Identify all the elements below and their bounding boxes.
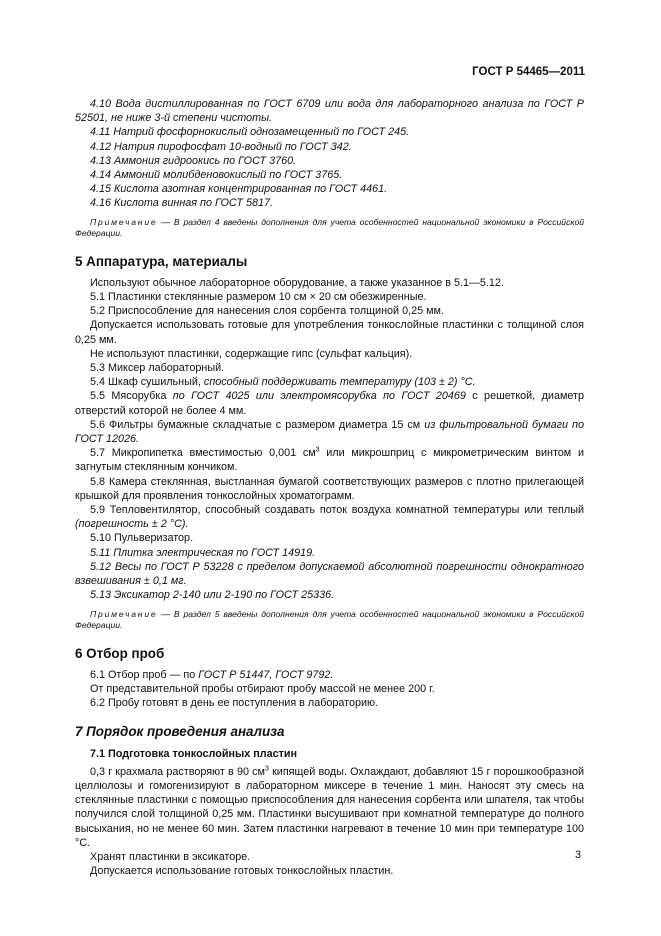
section-4-items — [75, 97, 584, 211]
item-5-8: 5.8 Камера стеклянная, выстланная бумагой соответствующих размеров с плотно прилегающей крышкой для проявления тонкослойных хроматограмм. — [75, 475, 584, 502]
item-5-9 — [75, 503, 584, 531]
item-5-11: 5.11 Плитка электрическая по ГОСТ 14919. — [90, 546, 316, 559]
item-6-1-italic: ГОСТ Р 51447, ГОСТ 9792. — [198, 668, 334, 681]
item-5-7-text: 5.7 Микропипетка вместимостью 0,001 см — [90, 447, 316, 460]
note-label: Примечание — [90, 216, 158, 227]
item-5-7-text-end: или микрошприц с микрометрическим винтом и загнутым стеклянным кончиком. — [75, 447, 584, 474]
item-5-4-italic: способный поддерживать температуру (103 ± 2) °С. — [203, 376, 476, 389]
item-5-2: 5.2 Приспособление для нанесения слоя сорбента толщиной 0,25 мм. — [90, 305, 444, 318]
item-5-9-text: 5.9 Тепловентилятор, способный создавать поток воздуха комнатной температуры или теплый — [90, 504, 584, 517]
para-sup: 3 — [264, 765, 269, 773]
para-text-end: кипящей воды. Охлаждают, добавляют 15 г порошкообразной целлюлозы и гомогенизируют в лабораторном миксере в течение 1 мин. Наносят эту смесь на стеклянные пластинки с помощью приспособления для нанесения сорбента или шпателя, так чтобы получился слой толщиной 0,25 мм. Пластинки высушивают при комнатной температуре до полного высыхания, но не менее 60 мин. Затем пластинки нагревают в течение 10 мин при температуре 100 °С. — [75, 765, 584, 849]
section-5-title: 5 Аппаратура, материалы — [75, 253, 248, 269]
item-4-10: 4.10 Вода дистиллированная по ГОСТ 6709 или вода для лабораторного анализа по ГОСТ Р 52501, не ниже 3-й степени чистоты. — [75, 98, 584, 125]
note-text: — В раздел 4 введены дополнения для учета особенностей национальной экономики в Российской Федерации. — [75, 216, 584, 239]
item-5-5-italic: по ГОСТ 4025 или электромясорубка по ГОСТ 20469 — [172, 390, 466, 403]
item-5-9-italic: (погрешность ± 2 °С). — [75, 518, 189, 531]
item-5-3: 5.3 Миксер лабораторный. — [90, 362, 225, 375]
page-number: 3 — [574, 849, 581, 861]
item-5-4-text: 5.4 Шкаф сушильный, — [90, 376, 204, 389]
item-4-13: 4.13 Аммония гидроокись по ГОСТ 3760. — [90, 154, 297, 167]
section-7-1-para-2: Хранят пластинки в эксикаторе. — [90, 850, 251, 863]
item-6-1 — [75, 668, 584, 682]
section-7-1-para-3: Допускается использование готовых тонкослойных пластин. — [90, 865, 394, 878]
item-5-7 — [75, 446, 584, 474]
item-5-1: 5.1 Пластинки стеклянные размером 10 см × 20 см обезжиренные. — [90, 291, 427, 304]
item-4-14: 4.14 Аммоний молибденовокислый по ГОСТ 3765. — [90, 169, 343, 182]
item-5-13: 5.13 Эксикатор 2-140 или 2-190 по ГОСТ 25336. — [90, 589, 335, 602]
item-5-6 — [75, 418, 584, 446]
subsection-7-1-title: 7.1 Подготовка тонкослойных пластин — [90, 747, 298, 760]
item-5-5-text: 5.5 Мясорубка — [90, 390, 173, 403]
item-5-6-italic: из фильтровальной бумаги по ГОСТ 12026. — [75, 418, 584, 446]
item-5-5-text-end: с решеткой, диаметр отверстий которой не более 4 мм. — [75, 390, 584, 417]
item-6-1-b: От представительной пробы отбирают пробу массой не менее 200 г. — [90, 682, 435, 695]
item-6-1-text: 6.1 Отбор проб — по — [90, 668, 199, 681]
note-section-4 — [75, 217, 584, 240]
item-5-2-note-b: Не используют пластинки, содержащие гипс (сульфат кальция). — [90, 347, 413, 360]
item-4-12: 4.12 Натрия пирофосфат 10-водный по ГОСТ 342. — [90, 140, 352, 153]
item-5-6-text: 5.6 Фильтры бумажные складчатые с размером диаметра 15 см — [90, 418, 425, 431]
section-7-1-para-1 — [75, 765, 584, 850]
item-5-4 — [75, 375, 584, 389]
item-6-2: 6.2 Пробу готовят в день ее поступления в лабораторию. — [90, 697, 379, 710]
item-4-15: 4.15 Кислота азотная концентрированная по ГОСТ 4461. — [90, 183, 388, 196]
section-7-title: 7 Порядок проведения анализа — [75, 724, 285, 740]
item-5-10: 5.10 Пульверизатор. — [90, 532, 194, 545]
para-text: 0,3 г крахмала растворяют в 90 см — [90, 765, 265, 778]
item-5-5 — [75, 389, 584, 417]
item-5-2-note-a: Допускается использовать готовые для употребления тонкослойные пластинки с толщиной слоя 0,25 мм. — [75, 319, 584, 346]
note-text: — В раздел 5 введены дополнения для учета особенностей национальной экономики в Российской Федерации. — [75, 608, 584, 630]
section-5-intro: Используют обычное лабораторное оборудование, а также указанное в 5.1—5.12. — [90, 276, 504, 289]
item-4-11: 4.11 Натрий фосфорнокислый однозамещенный по ГОСТ 245. — [90, 126, 410, 139]
document-header: ГОСТ Р 54465—2011 — [472, 66, 585, 78]
note-label: Примечание — [90, 608, 158, 619]
note-section-5 — [75, 609, 584, 632]
item-5-7-sup: 3 — [315, 446, 320, 454]
section-6-title: 6 Отбор проб — [75, 645, 165, 661]
item-4-16: 4.16 Кислота винная по ГОСТ 5817. — [90, 197, 273, 210]
item-5-12: 5.12 Весы по ГОСТ Р 53228 с пределом допускаемой абсолютной погрешности однократного взвешивания ± 0,1 мг. — [75, 560, 584, 588]
document-body — [75, 97, 584, 878]
